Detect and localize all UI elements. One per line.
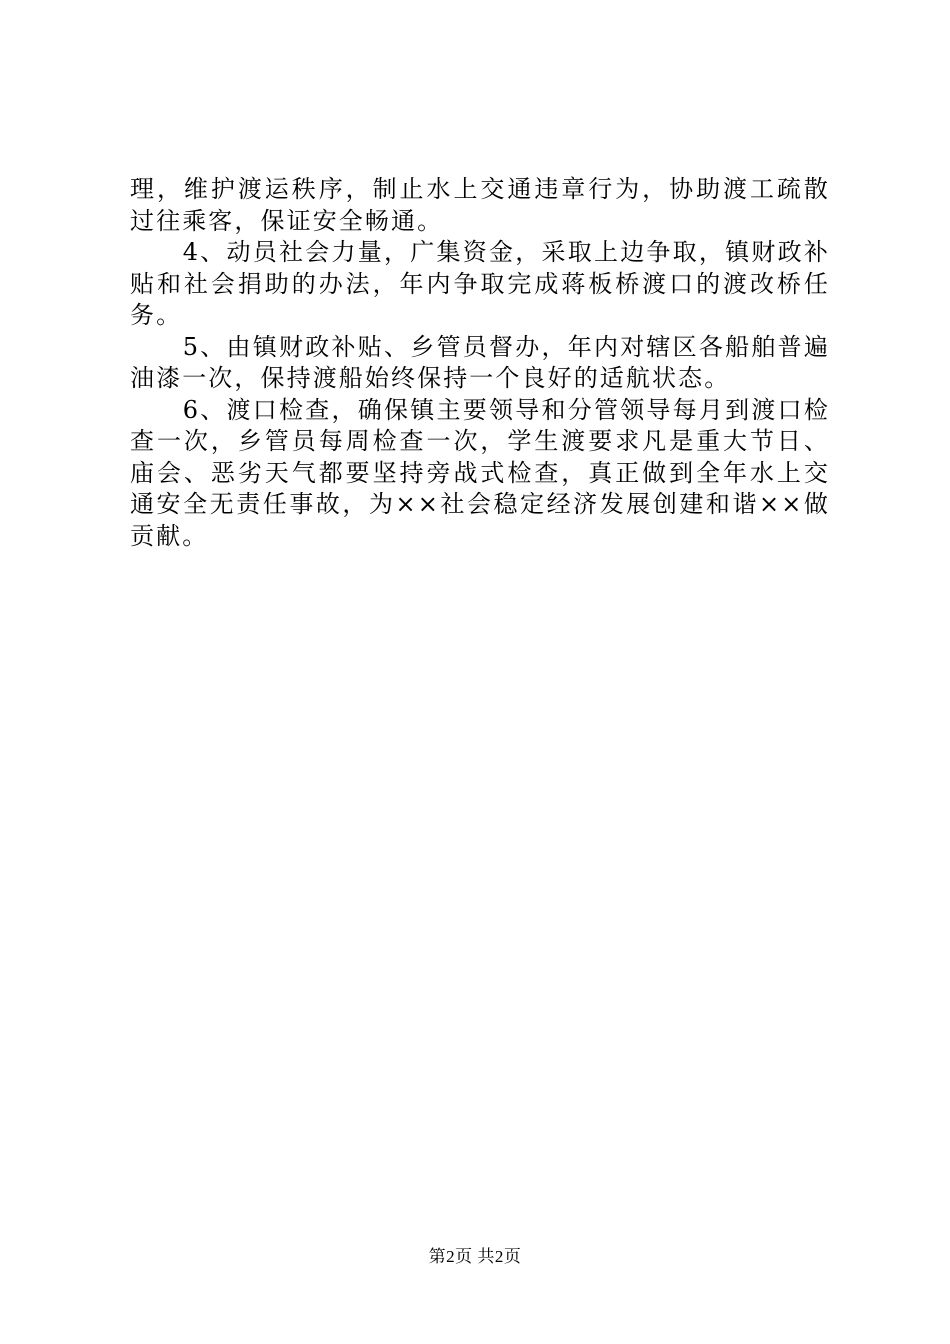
page-footer: 第2页 共2页 xyxy=(428,1247,522,1266)
paragraph-item-6: 6、渡口检查，确保镇主要领导和分管领导每月到渡口检查一次，乡管员每周检查一次，学生渡要求凡是重大节日、庙会、恶劣天气都要坚持旁战式检查，真正做到全年水上交通安全无责任事故，为××社会稳定经济发展创建和谐××做贡献。 xyxy=(130,395,830,550)
document-body xyxy=(130,174,830,552)
paragraph-item-5: 5、由镇财政补贴、乡管员督办，年内对辖区各船舶普遍油漆一次，保持渡船始终保持一个良好的适航状态。 xyxy=(130,332,830,392)
paragraph-continuation: 理，维护渡运秩序，制止水上交通违章行为，协助渡工疏散过往乘客，保证安全畅通。 xyxy=(130,175,830,235)
paragraph-item-4: 4、动员社会力量，广集资金，采取上边争取，镇财政补贴和社会捐助的办法，年内争取完成蒋板桥渡口的渡改桥任务。 xyxy=(130,238,830,329)
